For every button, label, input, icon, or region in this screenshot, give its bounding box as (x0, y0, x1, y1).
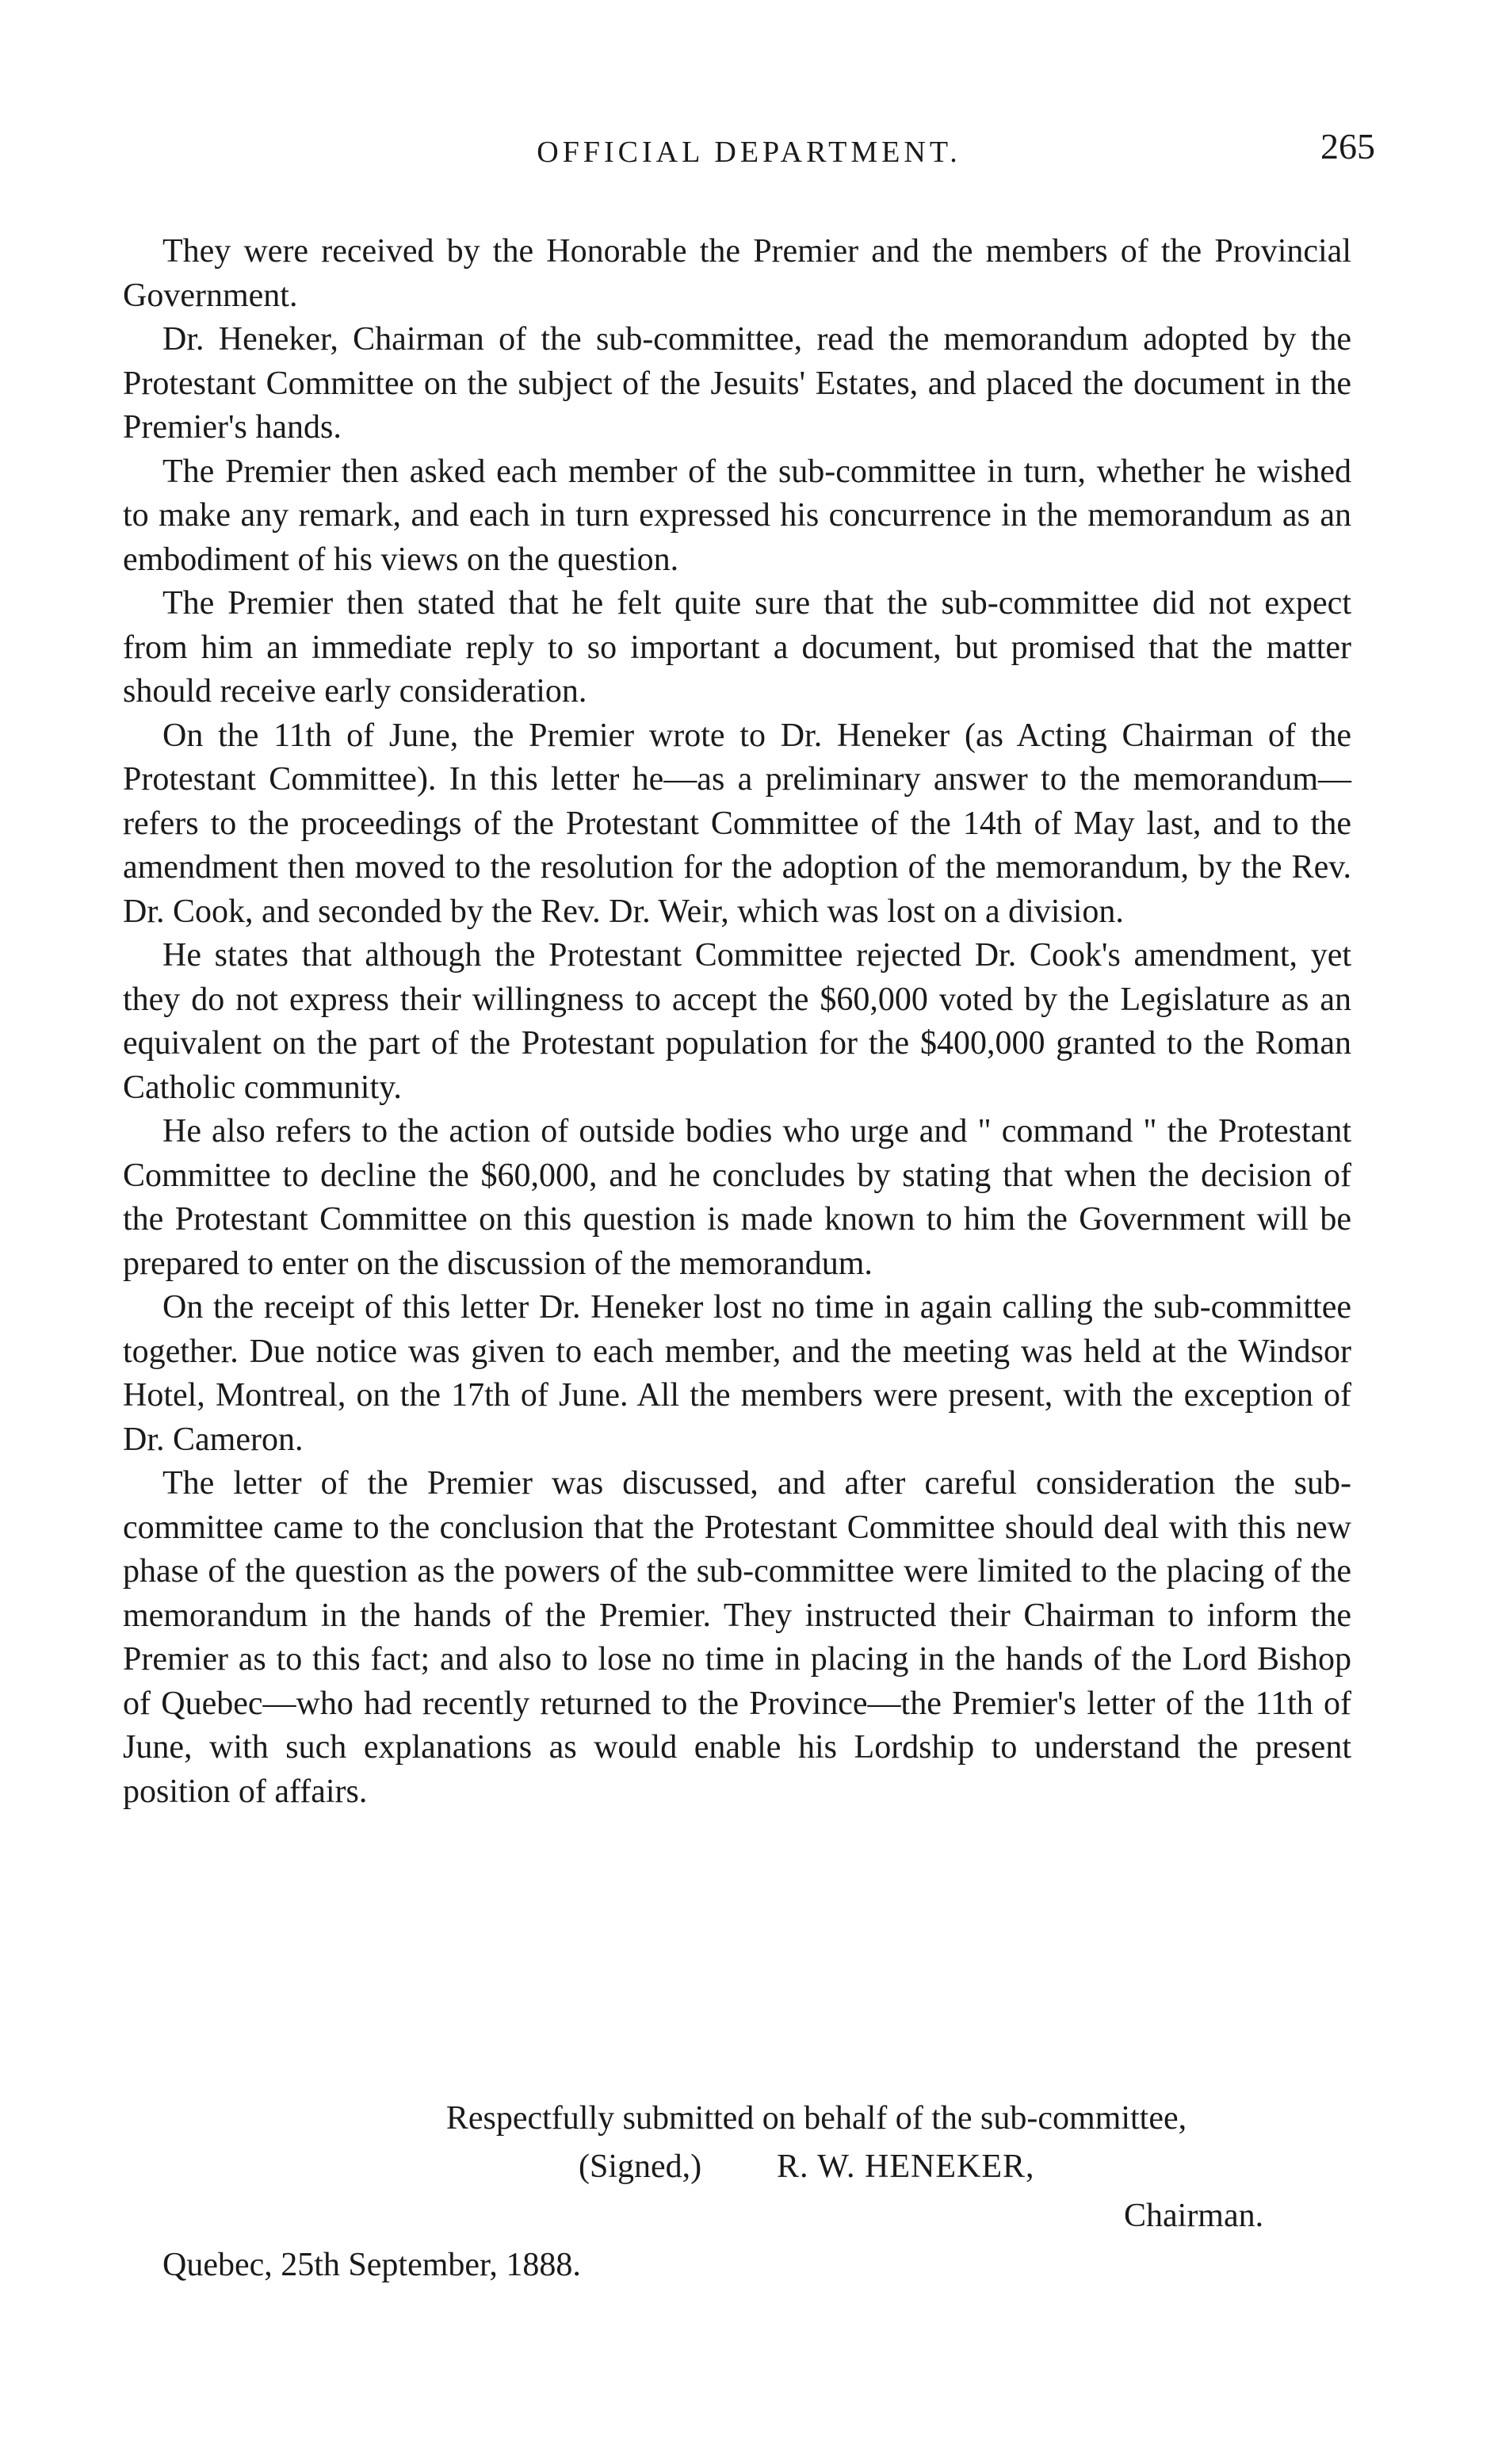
signer-title: Chairman. (1124, 2198, 1264, 2234)
signer-name: R. W. HENEKER, (777, 2148, 1035, 2185)
date-line: Quebec, 25th September, 1888. (162, 2247, 581, 2283)
signed-label: (Signed,) (579, 2148, 702, 2185)
paragraph: The Premier then stated that he felt quite sure that the sub-committee did not expect from him an immediate reply to so important a document, but promised that the matter should receive early consideration. (123, 585, 1351, 710)
paragraph: On the receipt of this letter Dr. Heneker lost no time in again calling the sub-committee together. Due notice was given to each member, and the meeting was held at the Windsor Hotel, Montreal, on the 17th of June. All the members were present, with the exception of Dr. Cameron. (123, 1289, 1351, 1458)
report-body (123, 230, 1351, 1814)
paragraph: The letter of the Premier was discussed, and after careful consideration the sub-committee came to the conclusion that the Protestant Committee should deal with this new phase of the question as the powers of the sub-committee were limited to the placing of the memorandum in the hands of the Premier. They instructed their Chairman to inform the Premier as to this fact; and also to lose no time in placing in the hands of the Lord Bishop of Quebec—who had recently returned to the Province—the Premier's letter of the 11th of June, with such explanations as would enable his Lordship to understand the present position of affairs. (123, 1465, 1351, 1810)
paragraph: On the 11th of June, the Premier wrote to Dr. Heneker (as Acting Chairman of the Protestant Committee). In this letter he—as a preliminary answer to the memorandum—refers to the proceedings of the Protestant Committee of the 14th of May last, and to the amendment then moved to the resolution for the adoption of the memorandum, by the Rev. Dr. Cook, and seconded by the Rev. Dr. Weir, which was lost on a division. (123, 717, 1351, 930)
paragraph: The Premier then asked each member of the sub-committee in turn, whether he wished to make any remark, and each in turn expressed his concurrence in the memorandum as an embodiment of his views on the question. (123, 453, 1351, 578)
closing-statement: Respectfully submitted on behalf of the sub-committee, (445, 2100, 1187, 2137)
paragraph: He states that although the Protestant Committee rejected Dr. Cook's amendment, yet they do not express their willingness to accept the $60,000 voted by the Legislature as an equivalent on the part of the Protestant population for the $400,000 granted to the Roman Catholic community. (123, 937, 1351, 1106)
paragraph: He also refers to the action of outside bodies who urge and " command " the Protestant Committee to decline the $60,000, and he concludes by stating that when the decision of the Protestant Committee on this question is made known to him the Government will be prepared to enter on the discussion of the memorandum. (123, 1113, 1351, 1282)
paragraph: Dr. Heneker, Chairman of the sub-committee, read the memorandum adopted by the Protestant Committee on the subject of the Jesuits' Estates, and placed the document in the Premier's hands. (123, 321, 1351, 446)
running-header: OFFICIAL DEPARTMENT. (537, 136, 961, 169)
paragraph: They were received by the Honorable the Premier and the members of the Provincial Government. (123, 233, 1351, 314)
page-number: 265 (1320, 126, 1375, 166)
